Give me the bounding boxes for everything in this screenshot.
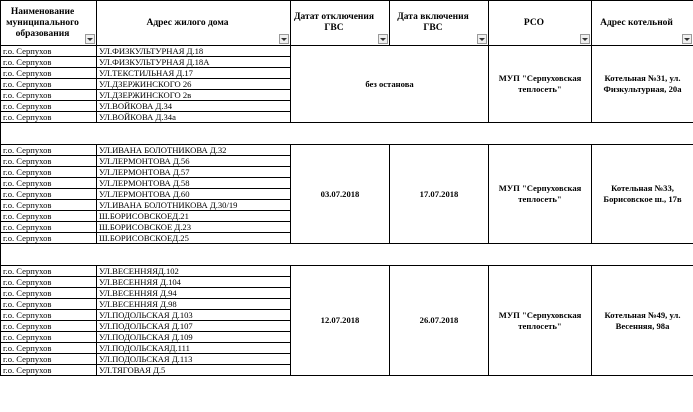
mun-cell: г.о. Серпухов (1, 57, 97, 68)
address-cell: УЛ.ПОДОЛЬСКАЯ Д.107 (97, 321, 291, 332)
address-cell: УЛ.ВЕСЕННЯЯ Д.98 (97, 299, 291, 310)
mun-cell: г.о. Серпухов (1, 266, 97, 277)
address-cell: УЛ.ДЗЕРЖИНСКОГО 2в (97, 90, 291, 101)
boiler-cell: Котельная №31, ул. Физкультурная, 20а (592, 46, 693, 123)
rso-cell: МУП "Серпуховская теплосеть" (489, 266, 592, 376)
on-date-cell: 17.07.2018 (390, 145, 489, 244)
spacer-cell (1, 244, 693, 266)
mun-cell: г.о. Серпухов (1, 68, 97, 79)
mun-cell: г.о. Серпухов (1, 46, 97, 57)
address-cell: УЛ.ПОДОЛЬСКАЯ Д.113 (97, 354, 291, 365)
off-date-cell: 12.07.2018 (291, 266, 390, 376)
address-cell: УЛ.ДЗЕРЖИНСКОГО 26 (97, 79, 291, 90)
mun-cell: г.о. Серпухов (1, 310, 97, 321)
address-cell: УЛ.ПОДОЛЬСКАЯ Д.103 (97, 310, 291, 321)
mun-cell: г.о. Серпухов (1, 288, 97, 299)
group-spacer-row (1, 123, 693, 145)
address-cell: УЛ.ВОЙКОВА Д.34 (97, 101, 291, 112)
header-off-date: Датат отключения ГВС (291, 1, 390, 46)
address-cell: УЛ.ЛЕРМОНТОВА Д.60 (97, 189, 291, 200)
mun-cell: г.о. Серпухов (1, 145, 97, 156)
header-row (1, 1, 693, 46)
address-cell: Ш.БОРИСОВСКОЕ Д.23 (97, 222, 291, 233)
mun-cell: г.о. Серпухов (1, 299, 97, 310)
boiler-cell: Котельная №33, Борисовское ш., 17в (592, 145, 693, 244)
on-date-cell: 26.07.2018 (390, 266, 489, 376)
address-cell: УЛ.ВЕСЕННЯЯ Д.104 (97, 277, 291, 288)
mun-cell: г.о. Серпухов (1, 222, 97, 233)
mun-cell: г.о. Серпухов (1, 156, 97, 167)
address-cell: УЛ.ВОЙКОВА Д.34а (97, 112, 291, 123)
mun-cell: г.о. Серпухов (1, 277, 97, 288)
filter-dropdown-icon[interactable] (477, 34, 487, 44)
mun-cell: г.о. Серпухов (1, 233, 97, 244)
off-date-cell: 03.07.2018 (291, 145, 390, 244)
address-cell: УЛ.ВЕСЕННЯЯ Д.94 (97, 288, 291, 299)
dates-merged-cell: без останова (291, 46, 489, 123)
filter-dropdown-icon[interactable] (378, 34, 388, 44)
mun-cell: г.о. Серпухов (1, 90, 97, 101)
mun-cell: г.о. Серпухов (1, 167, 97, 178)
boiler-cell: Котельная №49, ул. Весенняя, 98а (592, 266, 693, 376)
address-cell: УЛ.ИВАНА БОЛОТНИКОВА Д.32 (97, 145, 291, 156)
mun-cell: г.о. Серпухов (1, 200, 97, 211)
filter-dropdown-icon[interactable] (279, 34, 289, 44)
address-cell: УЛ.ФИЗКУЛЬТУРНАЯ Д.18 (97, 46, 291, 57)
address-cell: УЛ.ПОДОЛЬСКАЯ Д.109 (97, 332, 291, 343)
group-spacer-row (1, 244, 693, 266)
address-cell: УЛ.ЛЕРМОНТОВА Д.58 (97, 178, 291, 189)
address-cell: УЛ.ПОДОЛЬСКАЯД.111 (97, 343, 291, 354)
address-cell: УЛ.ТЯГОВАЯ Д.5 (97, 365, 291, 376)
rso-cell: МУП "Серпуховская теплосеть" (489, 46, 592, 123)
mun-cell: г.о. Серпухов (1, 101, 97, 112)
table-row (1, 266, 693, 277)
address-cell: Ш.БОРИСОВСКОЕД.25 (97, 233, 291, 244)
header-address: Адрес жилого дома (97, 1, 291, 46)
rso-cell: МУП "Серпуховская теплосеть" (489, 145, 592, 244)
address-cell: УЛ.ФИЗКУЛЬТУРНАЯ Д.18А (97, 57, 291, 68)
header-boiler: Адрес котельной (592, 1, 693, 46)
mun-cell: г.о. Серпухов (1, 321, 97, 332)
address-cell: УЛ.ВЕСЕННЯЯД.102 (97, 266, 291, 277)
mun-cell: г.о. Серпухов (1, 365, 97, 376)
mun-cell: г.о. Серпухов (1, 112, 97, 123)
mun-cell: г.о. Серпухов (1, 189, 97, 200)
mun-cell: г.о. Серпухов (1, 79, 97, 90)
address-cell: УЛ.ЛЕРМОНТОВА Д.56 (97, 156, 291, 167)
header-rso: РСО (489, 1, 592, 46)
address-cell: Ш.БОРИСОВСКОЕД.21 (97, 211, 291, 222)
address-cell: УЛ.ИВАНА БОЛОТНИКОВА Д.30/19 (97, 200, 291, 211)
table-row (1, 46, 693, 57)
address-cell: УЛ.ЛЕРМОНТОВА Д.57 (97, 167, 291, 178)
filter-dropdown-icon[interactable] (682, 34, 692, 44)
mun-cell: г.о. Серпухов (1, 343, 97, 354)
filter-dropdown-icon[interactable] (85, 34, 95, 44)
mun-cell: г.о. Серпухов (1, 354, 97, 365)
address-cell: УЛ.ТЕКСТИЛЬНАЯ Д.17 (97, 68, 291, 79)
header-on-date: Дата включения ГВС (390, 1, 489, 46)
mun-cell: г.о. Серпухов (1, 332, 97, 343)
mun-cell: г.о. Серпухов (1, 178, 97, 189)
filter-dropdown-icon[interactable] (580, 34, 590, 44)
mun-cell: г.о. Серпухов (1, 211, 97, 222)
table-body (1, 46, 693, 376)
header-mun: Наименование муниципального образования (1, 1, 97, 46)
spacer-cell (1, 123, 693, 145)
table-row (1, 145, 693, 156)
